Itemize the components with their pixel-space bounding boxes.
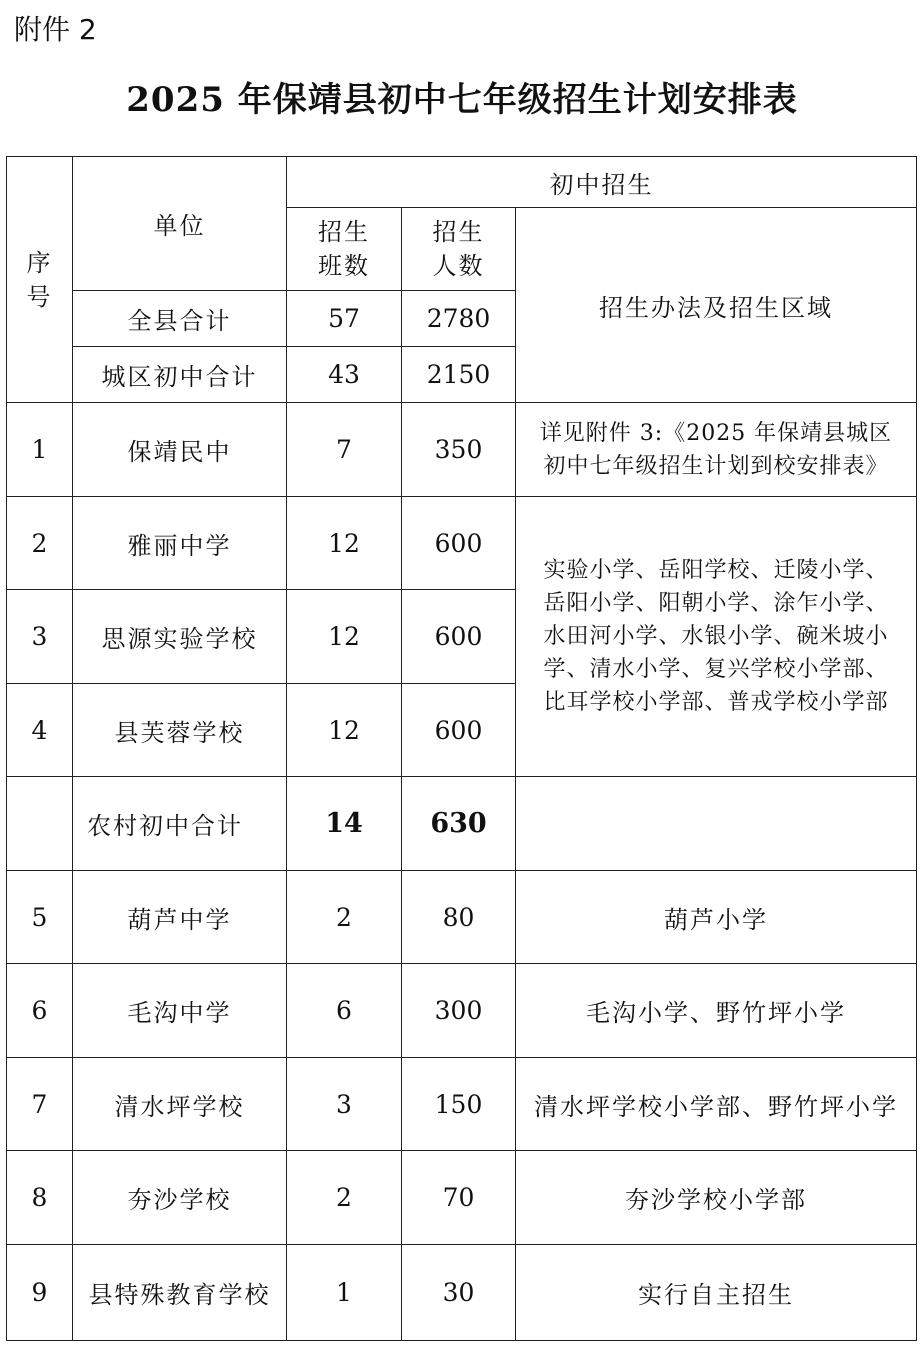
rural-total-classes: 14 bbox=[287, 777, 402, 871]
header-classes: 招生 班数 bbox=[287, 208, 402, 291]
table-row: 1 保靖民中 7 350 详见附件 3:《2025 年保靖县城区 初中七年级招生计划到校安排表》 bbox=[7, 403, 917, 497]
header-seq: 序 号 bbox=[7, 157, 73, 403]
county-total-students: 2780 bbox=[402, 291, 516, 347]
region-row-1: 详见附件 3:《2025 年保靖县城区 初中七年级招生计划到校安排表》 bbox=[516, 403, 917, 497]
header-students: 招生 人数 bbox=[402, 208, 516, 291]
table-row: 8 夯沙学校 2 70 夯沙学校小学部 bbox=[7, 1151, 917, 1245]
enrollment-plan-table bbox=[6, 156, 917, 1341]
rural-total-row bbox=[7, 777, 917, 871]
table-row: 7 清水坪学校 3 150 清水坪学校小学部、野竹坪小学 bbox=[7, 1058, 917, 1151]
table-row: 9 县特殊教育学校 1 30 实行自主招生 bbox=[7, 1245, 917, 1341]
table-row: 2 雅丽中学 12 600 实验小学、岳阳学校、迁陵小学、 岳阳小学、阳朝小学、涂乍小学、 水田河小学、水银小学、碗米坡小 学、清水小学、复兴学校小学部、 比耳学校小学部、普戎学校小学部 bbox=[7, 497, 917, 590]
urban-total-students: 2150 bbox=[402, 347, 516, 403]
urban-total-label: 城区初中合计 bbox=[73, 347, 287, 403]
table-row: 4 县芙蓉学校 12 600 bbox=[7, 684, 917, 777]
region-rows-2-4: 实验小学、岳阳学校、迁陵小学、 岳阳小学、阳朝小学、涂乍小学、 水田河小学、水银小学、碗米坡小 学、清水小学、复兴学校小学部、 比耳学校小学部、普戎学校小学部 bbox=[516, 497, 917, 777]
page-title: 2025 年保靖县初中七年级招生计划安排表 bbox=[126, 80, 798, 120]
header-method: 招生办法及招生区域 bbox=[516, 208, 917, 403]
table-row: 6 毛沟中学 6 300 毛沟小学、野竹坪小学 bbox=[7, 964, 917, 1058]
county-total-label: 全县合计 bbox=[73, 291, 287, 347]
county-total-classes: 57 bbox=[287, 291, 402, 347]
rural-total-label: 农村初中合计 bbox=[73, 777, 287, 871]
header-unit: 单位 bbox=[73, 157, 287, 291]
urban-total-classes: 43 bbox=[287, 347, 402, 403]
attachment-label: 附件 2 bbox=[14, 13, 97, 46]
table-row: 3 思源实验学校 12 600 bbox=[7, 590, 917, 684]
table-row: 5 葫芦中学 2 80 葫芦小学 bbox=[7, 871, 917, 964]
header-group: 初中招生 bbox=[287, 157, 917, 208]
rural-total-students: 630 bbox=[402, 777, 516, 871]
